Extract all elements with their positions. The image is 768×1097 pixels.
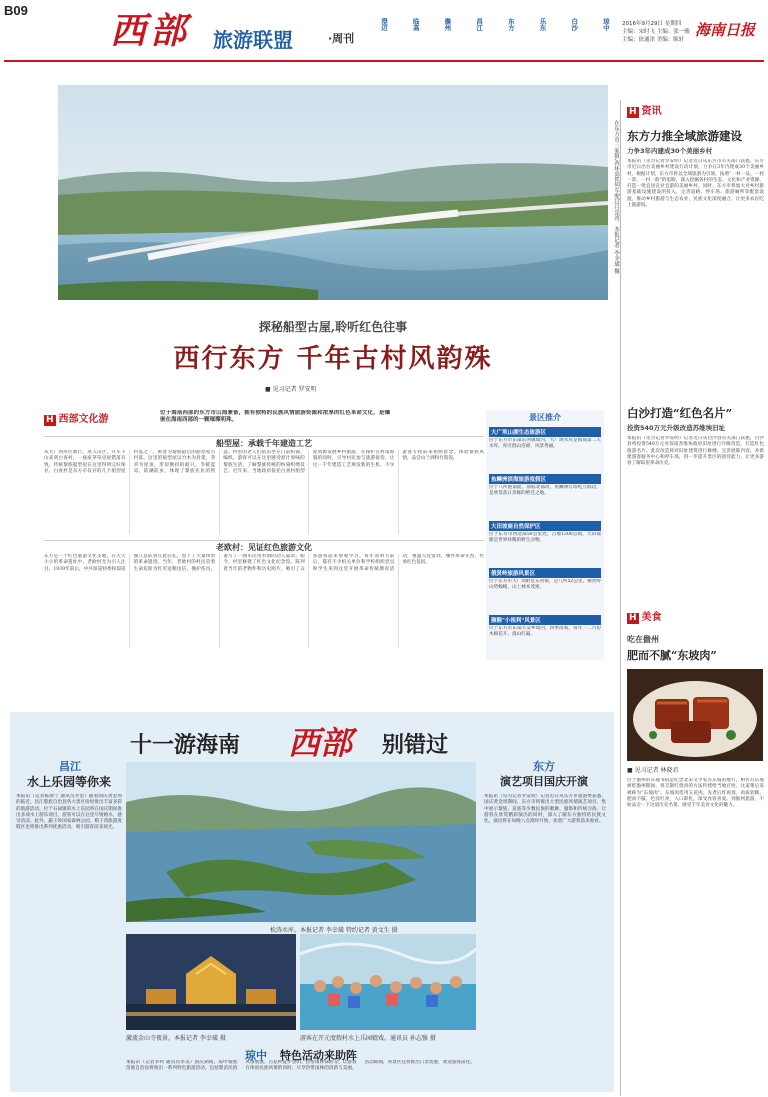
header-editor: 主编：宋时飞 主编：张一骏 [622,29,690,35]
section-title: 旅游联盟 [213,28,293,52]
scenic-spot-text: 位于八所港南面，面临北部湾，鱼鳞洲灯塔屹立海边，是欣赏落日余晖的绝佳之地。 [489,485,601,497]
feature-lead: 位于海南西部的东方市山海兼备，拥有独特的民族风情旅游资源和浓厚的红色革命文化，是镶嵌在海南西部的一颗璀璨明珠。 [160,410,390,423]
scenic-spot-text: 位于东方市西北部50公里处，占地1300公顷，大田坡鹿是世界珍稀的野生动物。 [489,532,601,544]
scenic-spot-name: 鱼鳞洲滨海旅游度假区 [489,474,601,484]
bottom-heading-right: 别错过 [382,733,449,758]
qiongzhong-city: 琼中 [244,1049,267,1062]
feature-body-2: 东方是一个红色旅游文化圣地，在大大小小的革命遗址中，老欧村尤为引人注目。1939年前后，中共琼崖特委和琼崖独立总队曾在此驻扎，留下了大量珍贵的革命遗迹。当年，老欧村的村民冒着生命危险为红军送粮送信，掩护伤员，谱写了一曲军民鱼水情的动人篇章。如今，村里修建了红色文化纪念馆，陈列着当年的老物件和历史照片，吸引了众多游客前来参观学习。每年清明节前后，都有不少机关单位和学校组织党员和学生来到这里开展革命传统教育活动，重温入党誓词，缅怀革命先烈，传承红色基因。 [44,554,484,572]
page-number: B09 [4,3,28,18]
header-logo: 西部 [110,10,191,52]
feature-subhead-2: 老欧村：见证红色旅游文化 [44,540,484,553]
news-label: H 资讯 [629,106,662,117]
paper-name: 海南日报 [695,21,756,39]
hero-photo [58,85,608,300]
alliance-city: 白沙 [570,18,579,31]
scenic-spot-text: 位于东方市东部东河镇境内，大广坝水库是海南第二大水库，库区群山连绵，风景秀丽。 [489,438,601,450]
qiongzhong-body: 本报讯（记者李珂 通讯员李美）国庆期间，琼中黎族苗族自治县将推出一系列特色旅游活动，包括黎苗民俗风情展演、百花岭徒步登山、热带雨林探险等，让游客在体验民族风情的同时，尽享热带雨林的清新与美丽。活动期间，各景区还将推出门票优惠，欢迎游客前往。 [126,1060,475,1072]
food-byline: ■ 见习记者 林晓君 [627,767,679,774]
header-rule [4,60,764,62]
scenic-spots-panel [486,410,604,660]
news-subtitle-2: 投资540万元升级改造苏维埃旧址 [627,424,726,432]
scenic-spots-list [486,427,604,658]
weekly-label: ·周刊 [328,32,355,45]
alliance-city: 昌江 [475,18,484,31]
photo-caption-1: 松涛水库。本报记者 李幸璜 特约记者 黄文生 摄 [270,927,398,934]
hero-title: 西行东方 千年古村风韵殊 [173,344,493,374]
scenic-spot-item [489,521,601,564]
bottom-heading-left: 十一游海南 [130,733,241,758]
food-label: H 美食 [629,612,662,623]
changjiang-city: 昌江 [59,760,81,773]
scenic-spot-item [489,568,601,611]
changjiang-body: 本报讯（记者陈海宁 通讯员李金）随着国庆黄金周的临近，昌江黎族自治县各大景区纷纷推出丰富多彩的旅游活动。位于石碌镇的水上乐园将在国庆期间推出多项水上游乐项目，游客可以在这里尽情嬉水，感受清凉。此外，霸王岭国家森林公园、棋子湾旅游度假区也将推出系列优惠活动，吸引游客前来观光。 [16,794,122,831]
feature-body-1: 从大广坝库区新行，进入山区，开车下山来到白查村，一座座茅草房屋错落有致，传统黎族船型屋在这里得到完好保存。白查村是东方市仅存的几个船型屋村落之一，被誉为黎族最后的船型屋古村落。这里的船型屋以竹木为骨架，茅草为屋顶，形似倒扣的船只，冬暖夏凉，防潮防虫，体现了黎族先民的智慧。村里的老人们依旧坐在门前织锦、编织，游客可以在这里感受原汁原味的黎族生活，了解黎族传统的纺染织绣技艺。近年来，当地政府依托白查村船型屋资源发展乡村旅游，在保护古村落原貌的同时，引导村民参与旅游接待，让这一千年建造工艺焕发新的生机。不少游客专程前来拍照留念，体验黎族风情，品尝山兰酒和竹筒饭。 [44,450,484,474]
photo-water-park [300,934,476,1030]
header-designer: 主编：徐通津 美编：陈轩 [622,37,685,43]
food-subtitle: 肥而不腻“东坡肉” [627,649,717,662]
scenic-spots-title: 景区推介 [529,413,561,422]
news-title-2: 白沙打造“红色名片” [627,406,733,420]
news-body: 本报讯（见习记者罗安明）记者近日从东方市有关部门获悉，东方市近日出台美丽乡村建设行动计划，力争在3年内建成30个美丽乡村。根据计划，东方市将以全域旅游为引领，按照“一村一品、一村一景、一村一韵”的思路，深入挖掘各村的生态、文化和产业资源，打造一批宜居宜业宜游的美丽乡村。同时，东方市将加大对乡村旅游基础设施建设的投入，完善道路、停车场、旅游厕所等配套设施，推动乡村旅游与生态农业、民族文化深度融合，让更多农民吃上旅游饭。 [627,159,764,209]
scenic-spot-item [489,427,601,470]
changjiang-title: 水上乐园等你来 [26,775,111,789]
hk-badge: H [46,415,54,425]
food-title: 吃在儋州 [627,634,659,644]
scenic-spot-name: 猕猴"小视利"风景区 [489,615,601,625]
bottom-heading-logo: 西部 [288,724,353,762]
right-column [620,100,764,1096]
hk-badge: H [629,613,637,623]
alliance-city: 东方 [506,18,515,31]
alliance-city: 临高 [411,18,420,31]
hero-byline: ■ 见习记者 罗安明 [265,386,317,393]
dongfang-title: 演艺项目国庆开演 [500,775,588,788]
photo-jinshan-temple [126,934,296,1030]
dongfang-body: 本报讯（见习记者罗安明）记者近日从东方市旅游委获悉，国庆黄金周期间，东方市将推出大型民族风情演艺项目，集中展示黎族、苗族等少数民族的歌舞、服饰和传统习俗，让游客在欣赏精彩演出的同时，深入了解东方独特的民族文化。演出将在每晚八点准时开始，欢迎广大游客前来观看。 [484,794,606,825]
qiongzhong-title: 特色活动来助阵 [280,1049,358,1062]
photo-caption-3: 游客在开元度假村水上乐园嬉戏。通讯员 孙志强 摄 [300,1035,436,1042]
scenic-spot-name: 大广坝山湖生态旅游区 [489,427,601,437]
hero-subtitle: 探秘船型古屋,聆听红色往事 [258,320,408,334]
alliance-city-list [380,18,610,46]
bottom-heading [130,718,530,764]
hero-photo-caption: 在东方市三家镇,西环高铁列车驶过月亮湾。本报记者 李幸璜 摄 [613,120,619,274]
photo-songtao-reservoir [126,762,476,922]
food-photo [627,669,763,761]
dongfang-city: 东方 [533,760,555,773]
scenic-spot-item [489,474,601,517]
page-header [0,0,768,60]
hk-badge: H [629,107,637,117]
scenic-spot-item [489,615,601,658]
food-body: 位于儋州的东坡书院是纪念北宋文学家苏东坡的地方，相传苏东坡被贬儋州期间，将烹制红烧肉的方法传授给当地百姓，这道菜后来被称为“东坡肉”。东坡肉选用五花肉，先煮后炸再蒸，肉质软糯，肥而不腻，色泽红亮，入口即化，深受食客喜爱。到儋州旅游，不妨品尝一下这道历史名菜，感受千年美食文化的魅力。 [627,778,764,809]
photo-caption-2: 激流金山寺夜景。本报记者 李幸璜 摄 [126,1035,226,1042]
alliance-city: 乐东 [538,18,547,31]
scenic-spot-text: 位于东方市大广坝附近东河镇，是八所52公里，俄贤岭山势峻峭，山上林木茂密。 [489,579,601,591]
news-subtitle: 力争3年内建成30个美丽乡村 [627,147,713,155]
scenic-spot-text: 位于东方市东部天安乡境内，四季清爽，每年一二月份木棉花开，漫山红遍。 [489,626,601,638]
feature-label: H 西部文化游 [46,414,109,425]
header-date: 2016年9月29日 星期四 [622,21,682,27]
scenic-spot-name: 俄贤岭旅游风景区 [489,568,601,578]
news-title: 东方力推全域旅游建设 [627,129,742,143]
alliance-city: 澄迈 [380,18,388,31]
alliance-city: 琼中 [601,18,610,31]
news-body-2: 本报讯（见习记者罗安明）记者近日从白沙县有关部门获悉，白沙县将投资540万元对琼崖苏维埃政府旧址进行升级改造，打造红色旅游名片。此次改造将对旧址建筑进行修缮，完善展陈内容，并新建游客服务中心和停车场，进一步提升景区的接待能力，让更多游客了解琼崖革命历史。 [627,436,764,467]
scenic-spot-name: 大田坡鹿自然保护区 [489,521,601,531]
alliance-city: 儋州 [443,18,452,31]
feature-subhead-1: 船型屋：承载千年建造工艺 [44,436,484,449]
